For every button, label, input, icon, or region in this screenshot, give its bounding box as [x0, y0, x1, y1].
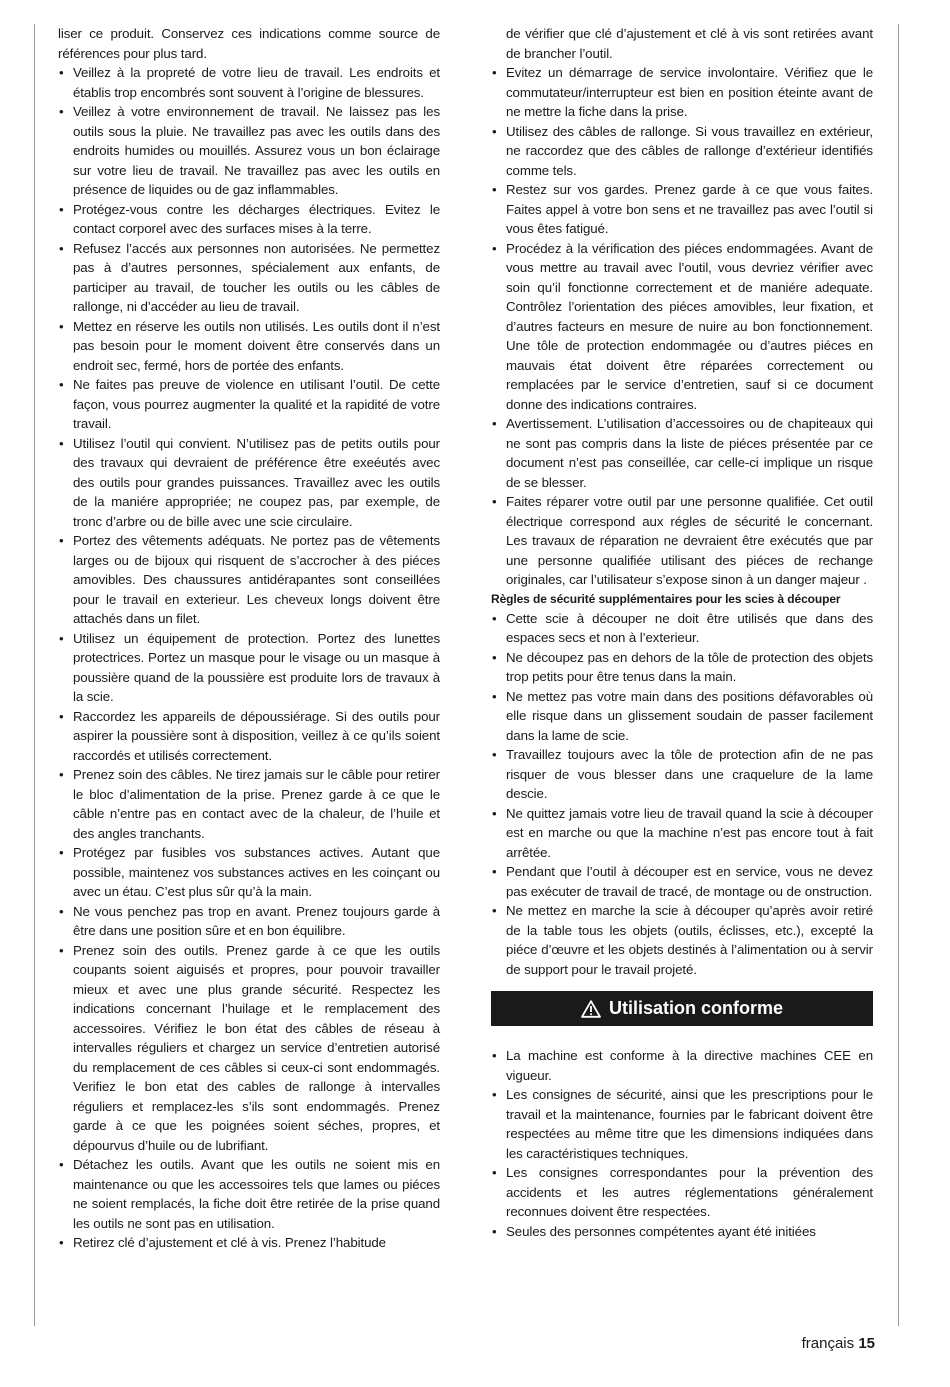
saw-safety-list: [491, 609, 873, 980]
list-item: • Ne découpez pas en dehors de la tôle de protection des objets trop petits pour être tenus dans la main.: [491, 648, 873, 687]
left-column: [58, 24, 440, 1253]
list-item: • Les consignes de sécurité, ainsi que les prescriptions pour le travail et la maintenance, fournies par le fabricant doivent être respectées au même titre que les dimensions indiquées dans les caractéristiques techniques.: [491, 1085, 873, 1163]
section-banner: [491, 991, 873, 1026]
list-item: • Protégez-vous contre les décharges électriques. Evitez le contact corporel avec des surfaces mises à la terre.: [58, 200, 440, 239]
list-item: • Portez des vêtements adéquats. Ne portez pas de vêtements larges ou de bijoux qui risquent de s’accrocher à des piéces amovibles. Des chaussures antidérapantes sont conseillées pour le travail en exterieur. Les cheveux longs doivent être attachés dans un filet.: [58, 531, 440, 629]
list-item: • Ne faites pas preuve de violence en utilisant l’outil. De cette façon, vous pourrez augmenter la qualité et la rapidité de votre travail.: [58, 375, 440, 434]
list-item: • Prenez soin des câbles. Ne tirez jamais sur le câble pour retirer le bloc d’alimentation de la prise. Prenez garde à ce que le câble n’entre pas en contact avec de la chaleur, de l’huile et des angles tranchants.: [58, 765, 440, 843]
list-item: • Restez sur vos gardes. Prenez garde à ce que vous faites. Faites appel à votre bon sens et ne travaillez pas avec l’outil si vous êtes fatigué.: [491, 180, 873, 239]
list-item: • Travaillez toujours avec la tôle de protection afin de ne pas risquer de vous blesser dans une craquelure de la lame descie.: [491, 745, 873, 804]
page-footer: [802, 1335, 875, 1352]
list-item: • Faites réparer votre outil par une personne qualifiée. Cet outil électrique correspond aux régles de sécurité le concernant. Les travaux de réparation ne devraient être exécutés que par une personne qualifiée utilisant des piéces de rechange originales, car l’utilisateur s’expose sinon à un danger majeur .: [491, 492, 873, 590]
list-item: • Veillez à votre environnement de travail. Ne laissez pas les outils sous la pluie. Ne travaillez pas avec les outils dans des endroits humides ou mouillés. Assurez vous un bon éclairage sur votre lieu de travail. Ne travaillez pas avec les outils en présence de liquides ou de gaz inflammables.: [58, 102, 440, 200]
list-item: • Détachez les outils. Avant que les outils ne soient mis en maintenance ou que les accessoires tels que lames ou piéces ne soient remplacés, la fiche doit être retirée de la prise quand les outils ne sont pas en utilisation.: [58, 1155, 440, 1233]
continuation-text: de vérifier que clé d’ajustement et clé à vis sont retirées avant de brancher l’outil.: [506, 26, 873, 61]
list-item: • Pendant que l’outil à découper est en service, vous ne devez pas exécuter de travail de tracé, de montage ou de onstruction.: [491, 862, 873, 901]
intro-text: liser ce produit. Conservez ces indications comme source de références pour plus tard.: [58, 26, 440, 61]
list-item: • Ne quittez jamais votre lieu de travail quand la scie à découper est en marche ou que la machine n’est pas encore tout à fait arrêtée.: [491, 804, 873, 863]
list-item: • Ne vous penchez pas trop en avant. Prenez toujours garde à être dans une position sûre et en bon équilibre.: [58, 902, 440, 941]
list-item: • Evitez un démarrage de service involontaire. Vérifiez que le commutateur/interrupteur est bien en position éteinte avant de ne mettre la fiche dans la prise.: [491, 63, 873, 122]
list-item: • Procédez à la vérification des piéces endommagées. Avant de vous mettre au travail avec l’outil, vous devriez vérifier avec soin qu’il fonctionne correctement et de maniére adequate. Contrôlez l’orientation des piéces amovibles, leur fixation, et d’autres facteurs en mesure de nuire au bon fonctionnement. Une tôle de protection endommagée ou d’autres piéces en mauvais état doivent être réparées correctement ou remplacées par le service d’entretien, sauf si ce document donne des indications contraires.: [491, 239, 873, 415]
list-item: • Retirez clé d’ajustement et clé à vis. Prenez l’habitude: [58, 1233, 440, 1253]
list-item: • Avertissement. L’utilisation d’accessoires ou de chapiteaux qui ne sont pas compris dans la liste de piéces présentée par ce document n’est pas conseillée, car celle-ci implique un risque de se blesser.: [491, 414, 873, 492]
list-item: • Utilisez l’outil qui convient. N’utilisez pas de petits outils pour des travaux qui devraient de préférence être exeéutés avec des outils pour grandes puissances. Travaillez avec les outils de la maniére appropriée; ne coupez pas, par exemple, de tronc d’arbre ou de bille avec une scie circulaire.: [58, 434, 440, 532]
list-item: • Raccordez les appareils de dépoussiérage. Si des outils pour aspirer la poussière sont à disposition, veillez à ce qu’ils soient raccordés et utilisés correctement.: [58, 707, 440, 766]
list-item: • La machine est conforme à la directive machines CEE en vigueur.: [491, 1046, 873, 1085]
right-column: [491, 24, 873, 1241]
list-item: • Refusez l’accés aux personnes non autorisées. Ne permettez pas à d’autres personnes, spécialement aux enfants, de participer au travail, de toucher les outils ou les câbles de rallonge, ni d’accéder au lieu de travail.: [58, 239, 440, 317]
banner-title: Utilisation conforme: [608, 997, 783, 1018]
general-safety-list-continued: [491, 63, 873, 590]
usage-list: [491, 1046, 873, 1241]
list-item: • Veillez à la propreté de votre lieu de travail. Les endroits et établis trop encombrés sont souvent à l’origine de blessures.: [58, 63, 440, 102]
list-item: • Les consignes correspondantes pour la prévention des accidents et les autres réglementations généralement reconnues doivent être respectées.: [491, 1163, 873, 1222]
list-item: • Ne mettez pas votre main dans des positions défavorables où elle risque dans un glissement soudain de passer facilement dans la lame de scie.: [491, 687, 873, 746]
list-item: • Ne mettez en marche la scie à découper qu’après avoir retiré de la table tous les objets (outils, éclisses, etc.), excepté la piéce d’œuvre et les objets destinés à l’alimentation ou à servir de support pour le travail projeté.: [491, 901, 873, 979]
right-margin-rule: [898, 24, 899, 1326]
list-item: • Mettez en réserve les outils non utilisés. Les outils dont il n’est pas besoin pour le moment doivent être conservés dans un endroit sec, fermé, hors de portée des enfants.: [58, 317, 440, 376]
page-number: 15: [858, 1335, 875, 1352]
general-safety-list: [58, 63, 440, 1253]
list-item: • Utilisez un équipement de protection. Portez des lunettes protectrices. Portez un masque pour le visage ou un masque à poussière quand de la poussière est produite lors de travaux à la scie.: [58, 629, 440, 707]
list-item: • Protégez par fusibles vos substances actives. Autant que possible, maintenez vos substances actives en les coinçant ou avec un étau. C’est plus sûr qu’à la main.: [58, 843, 440, 902]
list-item: • Cette scie à découper ne doit être utilisés que dans des espaces secs et non à l’exterieur.: [491, 609, 873, 648]
list-item: • Utilisez des câbles de rallonge. Si vous travaillez en extérieur, ne raccordez que des câbles de rallonge d’extérieur identifiés comme tels.: [491, 122, 873, 181]
list-item: • Prenez soin des outils. Prenez garde à ce que les outils coupants soient aiguisés et propres, pour pouvoir travailler mieux et avec une plus grande sécurité. Respectez les indications concernant l’huilage et le remplacement des accessoires. Vérifiez le bon état des câbles de réseau à intervalles réguliers et chargez un service d’entretien autorisé du remplacement de ces câbles si ceux-ci sont endommagés. Verifiez le bon etat des cables de rallonge à intervalles réguliers et remplacez-les s’ils sont endommagés. Prenez garde à ce que les poignées soient séches, propres, et dépourvus d’huile ou de lubrifiant.: [58, 941, 440, 1156]
warning-triangle-icon: [581, 1000, 601, 1018]
footer-language: français: [801, 1335, 855, 1352]
left-margin-rule: [34, 24, 35, 1326]
list-item: • Seules des personnes compétentes ayant été initiées: [491, 1222, 873, 1242]
saw-safety-subheading: Règles de sécurité supplémentaires pour les scies à découper: [491, 591, 841, 606]
